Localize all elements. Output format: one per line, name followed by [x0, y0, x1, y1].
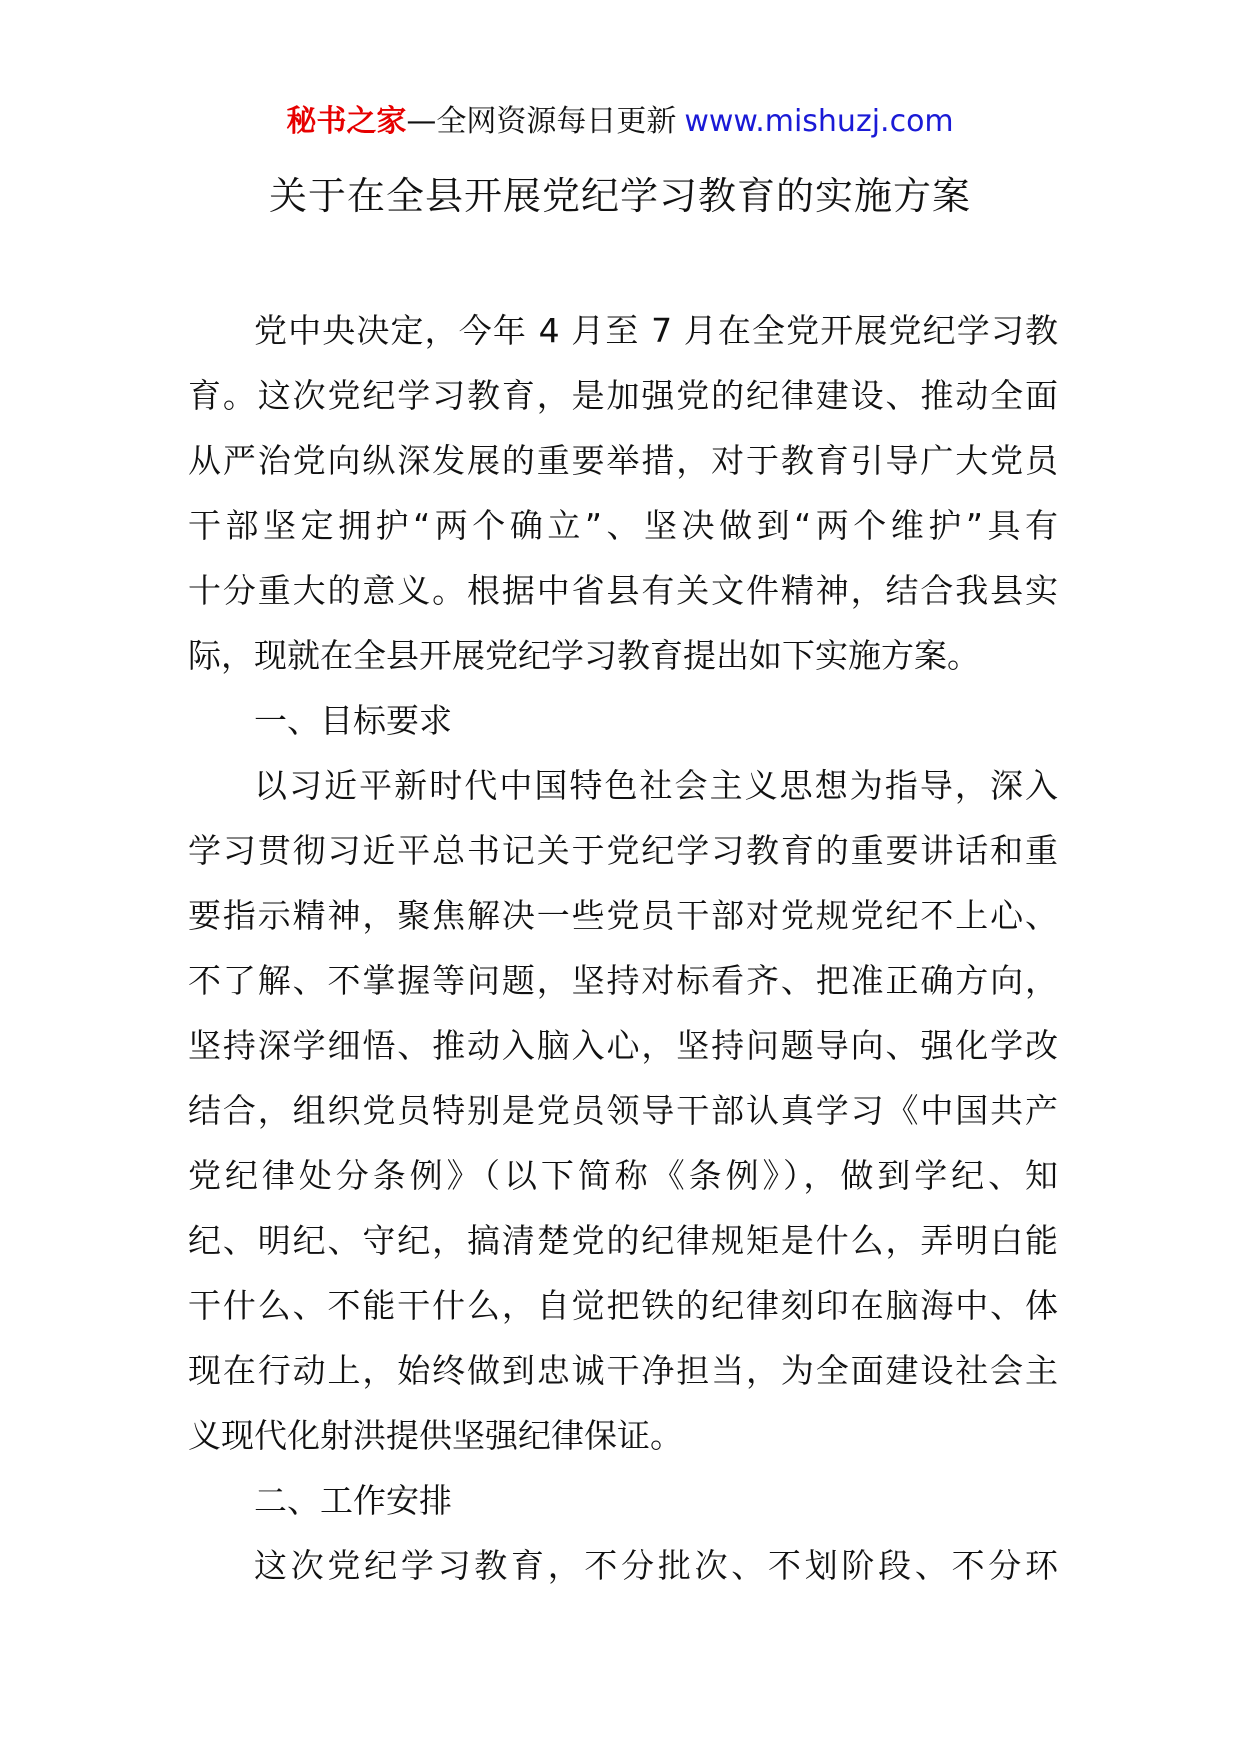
document-body [188, 298, 1058, 1598]
paragraph-line: 这次党纪学习教育，不分批次、不划阶段、不分环 [254, 1546, 1058, 1585]
document-title: 关于在全县开展党纪学习教育的实施方案 [268, 174, 971, 218]
paragraph-line: 党中央决定，今年 4 月至 7 月在全党开展党纪学习教 [254, 311, 1058, 350]
paragraph-line: 不了解、不掌握等问题，坚持对标看齐、把准正确方向， [188, 961, 1058, 1000]
site-url-link[interactable]: www.mishuzj.com [684, 104, 954, 139]
paragraph-line: 学习贯彻习近平总书记关于党纪学习教育的重要讲话和重 [188, 831, 1058, 870]
header-tagline: —全网资源每日更新 [406, 104, 677, 139]
section-heading: 二、工作安排 [254, 1481, 452, 1520]
paragraph-line: 结合，组织党员特别是党员领导干部认真学习《中国共产 [188, 1091, 1058, 1130]
paragraph-line: 坚持深学细悟、推动入脑入心，坚持问题导向、强化学改 [188, 1026, 1058, 1065]
paragraph-line: 际，现就在全县开展党纪学习教育提出如下实施方案。 [188, 636, 980, 675]
site-header [0, 100, 1240, 144]
brand-name: 秘书之家 [286, 104, 407, 139]
paragraph-line: 从严治党向纵深发展的重要举措，对于教育引导广大党员 [188, 441, 1058, 480]
paragraph-line: 要指示精神，聚焦解决一些党员干部对党规党纪不上心、 [188, 896, 1058, 935]
paragraph-line: 党纪律处分条例》（以下简称《条例》），做到学纪、知 [188, 1156, 1058, 1195]
paragraph-line: 义现代化射洪提供坚强纪律保证。 [188, 1416, 683, 1455]
paragraph-line: 干部坚定拥护“两个确立”、坚决做到“两个维护”具有 [188, 506, 1058, 545]
paragraph-line: 育。这次党纪学习教育，是加强党的纪律建设、推动全面 [188, 376, 1058, 415]
paragraph-line: 干什么、不能干什么，自觉把铁的纪律刻印在脑海中、体 [188, 1286, 1058, 1325]
section-heading: 一、目标要求 [254, 701, 452, 740]
paragraph-line: 现在行动上，始终做到忠诚干净担当，为全面建设社会主 [188, 1351, 1058, 1390]
paragraph-line: 十分重大的意义。根据中省县有关文件精神，结合我县实 [188, 571, 1058, 610]
paragraph-line: 纪、明纪、守纪，搞清楚党的纪律规矩是什么，弄明白能 [188, 1221, 1058, 1260]
paragraph-line: 以习近平新时代中国特色社会主义思想为指导，深入 [254, 766, 1058, 805]
